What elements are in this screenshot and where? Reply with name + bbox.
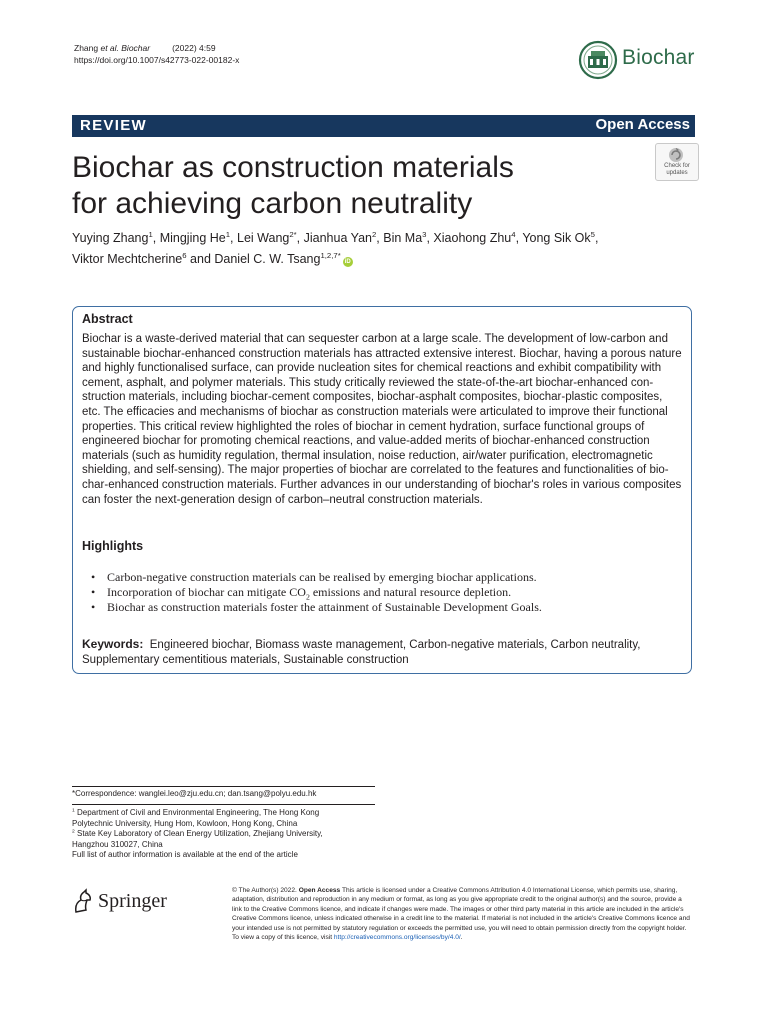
abstract-line: etc. The efficacies and mechanisms of biochar as construction materials were articulated to improve their functional <box>82 405 668 418</box>
bullet-icon: • <box>91 585 96 599</box>
author-affiliation: 3 <box>422 229 427 239</box>
abstract-line: sustainable biochar-enhanced construction materials has attracted extensive interest. Biochar, having a porous nature <box>82 347 682 360</box>
biochar-emblem-icon <box>578 40 618 80</box>
author-name: Mingjing He <box>159 231 226 245</box>
abstract-line: and highly functionalised surface, can provide nucleation sites for chemical reactions and exhibit compatibility with <box>82 362 662 375</box>
open-access-label: Open Access <box>595 116 690 133</box>
author-name: Jianhua Yan <box>303 231 372 245</box>
author-affiliation: 6 <box>182 250 187 260</box>
orcid-icon[interactable]: iD <box>344 259 351 265</box>
doi-link[interactable]: https://doi.org/10.1007/s42773-022-00182-x <box>74 55 240 65</box>
author-affiliation: 2 <box>371 229 377 239</box>
correspondence-note: *Correspondence: wanglei.leo@zju.edu.cn; dan.tsang@polyu.edu.hk <box>72 789 317 798</box>
abstract-line: struction materials, including biochar-cement composites, biochar-asphalt composites, biochar-plastic composites, <box>82 391 663 404</box>
highlight-item: • Carbon-negative construction materials can be realised by emerging biochar applications. <box>91 570 537 584</box>
keywords-label: Keywords: <box>82 637 144 651</box>
author-affiliation: 1 <box>148 229 153 239</box>
publisher-logo <box>72 888 182 918</box>
highlights-heading: Highlights <box>82 539 144 553</box>
footnote-divider <box>72 786 375 787</box>
abstract-heading: Abstract <box>82 312 133 326</box>
journal-logo <box>578 40 698 82</box>
abstract-box <box>72 306 692 674</box>
author-name: Viktor Mechtcherine <box>72 252 183 266</box>
citation-year: (2022) 4:59 <box>172 43 216 53</box>
author-affiliation: 1,2,7* <box>320 250 341 260</box>
license-notice: © The Author(s) 2022. Open Access This article is licensed under a Creative Commons Attribution 4.0 International License, which permits use, sharing, adaptation, distribution and reproduction in any medium or format, as long as you give appropriate credit to the original author(s) and the source, provide a link to the Creative Commons licence, and indicate if changes were made. The images or other third party material in this article are included in the article's Creative Commons licence, unless indicated otherwise in a credit line to the material. If material is not included in the article's Creative Commons licence and your intended use is not permitted by statutory regulation or exceeds the permitted use, you will need to obtain permission directly from the copyright holder. To view a copy of this licence, visit http://creativecommons.org/licenses/by/4.0/. <box>232 887 690 942</box>
author-affiliation: 2* <box>289 229 297 239</box>
highlights-list <box>91 570 671 615</box>
abstract-line: engineered biochar for promoting chemical reactions, and value-added merits of biochar-enhanced construction <box>82 435 650 448</box>
keywords-text: Engineered biochar, Biomass waste management, Carbon-negative materials, Carbon neutrality, Supplementary cementitious materials, Sustainable construction <box>82 639 641 666</box>
publisher-name: Springer <box>98 890 167 912</box>
article-title <box>72 150 632 222</box>
citation-author: Zhang <box>74 43 101 53</box>
affiliation-notes: $^1$ Department of Civil and Environmental Engineering, The Hong Kong Polytechnic University, Hung Hom, Kowloon, Hong Kong, China $^2$ State Key Laboratory of Clean Energy Utilization, Zhejiang University, Hangzhou 310027, China Full list of author information is available at the end of the article <box>72 808 372 861</box>
license-open-access: Open Access <box>298 887 341 894</box>
author-name: Yuying Zhang <box>72 231 149 245</box>
author-name: Yong Sik Ok <box>522 231 591 245</box>
check-for-updates-button[interactable] <box>655 143 699 181</box>
abstract-line: char-enhanced construction materials. Further advances in our understanding of biochar's roles in various composites <box>82 478 682 491</box>
abstract-line: Biochar is a waste-derived material that can sequester carbon at a large scale. The development of low-carbon and <box>82 333 668 345</box>
author-affiliation: 1 <box>225 229 231 239</box>
author-name: Daniel C. W. Tsang <box>214 252 321 266</box>
bullet-icon: • <box>91 570 96 584</box>
title-line-2: for achieving carbon neutrality <box>72 187 473 220</box>
abstract-line: can foster the next-generation design of carbon–neutral construction materials. <box>82 493 483 506</box>
license-link[interactable]: http://creativecommons.org/licenses/by/4.0/ <box>333 934 461 942</box>
footnote-divider <box>72 804 375 805</box>
check-updates-label: Check for updates <box>664 163 690 176</box>
abstract-line: materials (such as humidity regulation, thermal insulation, noise reduction, air/water purification, electromagnetic <box>82 449 653 462</box>
springer-horse-icon <box>72 888 94 914</box>
citation-block <box>74 42 239 66</box>
article-type-bar <box>72 115 695 137</box>
author-name: Lei Wang <box>237 231 290 245</box>
abstract-line: properties. This critical review highlighted the roles of biochar in cement hydration, surface functional groups of <box>82 420 645 433</box>
citation-journal: et al. Biochar <box>100 43 151 53</box>
check-updates-icon <box>667 147 685 163</box>
full-author-info-note: Full list of author information is available at the end of the article <box>72 850 298 859</box>
highlight-item: • Incorporation of biochar can mitigate $CO_2$ emissions and natural resource depletion. <box>91 585 512 602</box>
author-affiliation: 4 <box>511 229 516 239</box>
abstract-line: cement, asphalt, and polymer materials. This study critically reviewed the state-of-the-art biochar-enhanced con- <box>82 376 654 389</box>
highlight-item: • Biochar as construction materials foster the attainment of Sustainable Development Goals. <box>91 600 542 614</box>
author-name: Bin Ma <box>383 231 423 245</box>
title-line-1: Biochar as construction materials <box>72 151 514 184</box>
author-affiliation: 5 <box>590 229 595 239</box>
article-type-label: REVIEW <box>80 117 147 134</box>
author-list: Yuying Zhang$^1$, Mingjing He$^1$, Lei Wang$^{2*}$, Jianhua Yan$^2$, Bin Ma$^3$, Xiaohong Zhu$^4$, Yong Sik Ok$^5$, Viktor Mechtcherine$^6$ and Daniel C. W. Tsang$^{1,2,7*}$iD <box>72 229 599 266</box>
journal-logo-text: Biochar <box>622 46 695 69</box>
abstract-line: shielding, and self-sensing). The major properties of biochar are correlated to the features and functionalities of bio- <box>82 464 669 477</box>
abstract-text <box>82 332 682 507</box>
bullet-icon: • <box>91 600 96 614</box>
author-name: Xiaohong Zhu <box>433 231 512 245</box>
keywords <box>82 637 682 668</box>
